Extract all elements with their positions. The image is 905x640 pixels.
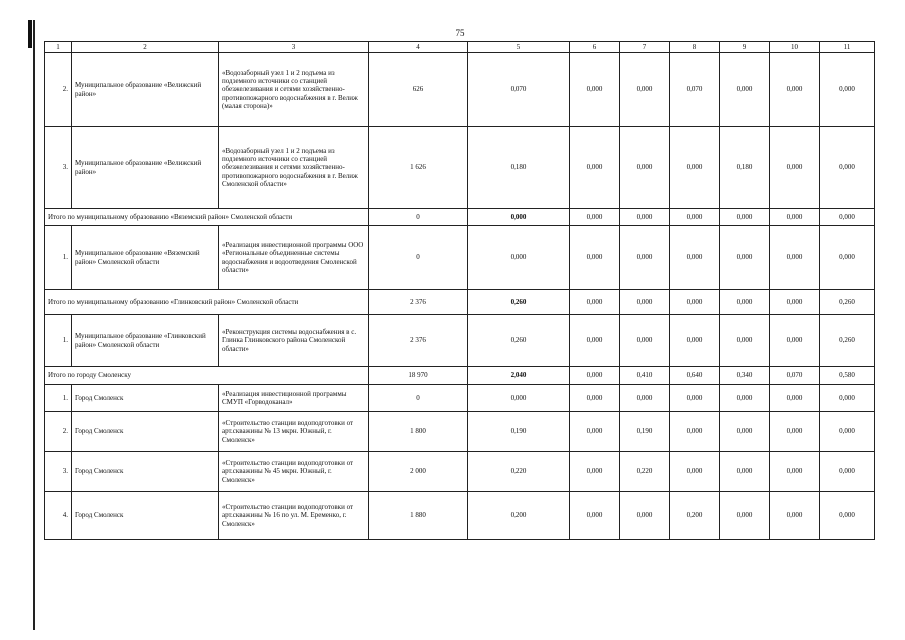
value-cell-col9: 0,000 (720, 315, 770, 367)
row-number: 2. (45, 53, 72, 127)
object-cell: «Строительство станции водоподготовки от арт.скважины № 13 мкрн. Южный, г. Смоленск» (219, 412, 369, 452)
value-cell-col4: 2 376 (369, 315, 468, 367)
value-cell-col8: 0,000 (670, 315, 720, 367)
object-cell: «Строительство станции водоподготовки от арт.скважины № 16 по ул. М. Еременко, г. Смоленск» (219, 492, 369, 540)
value-cell-col5: 0,190 (468, 412, 570, 452)
total-label: Итого по муниципальному образованию «Глинковский район» Смоленской области (45, 290, 369, 315)
row-number: 1. (45, 226, 72, 290)
value-cell-col5: 0,000 (468, 209, 570, 226)
table-row (45, 127, 875, 209)
value-cell-col11: 0,000 (820, 385, 875, 412)
value-cell-col6: 0,000 (570, 315, 620, 367)
total-label: Итого по городу Смоленску (45, 367, 369, 385)
value-cell-col4: 2 000 (369, 452, 468, 492)
value-cell-col8: 0,000 (670, 226, 720, 290)
value-cell-col6: 0,000 (570, 127, 620, 209)
column-header-4: 4 (369, 42, 468, 53)
table-total-row (45, 209, 875, 226)
value-cell-col9: 0,000 (720, 412, 770, 452)
value-cell-col7: 0,000 (620, 53, 670, 127)
municipality-cell: Город Смоленск (72, 492, 219, 540)
value-cell-col11: 0,000 (820, 492, 875, 540)
column-header-2: 2 (72, 42, 219, 53)
value-cell-col10: 0,000 (770, 209, 820, 226)
municipality-cell: Город Смоленск (72, 385, 219, 412)
value-cell-col10: 0,000 (770, 290, 820, 315)
column-header-11: 11 (820, 42, 875, 53)
value-cell-col11: 0,000 (820, 53, 875, 127)
object-cell: «Реализация инвестиционной программы СМУП «Горводоканал» (219, 385, 369, 412)
municipality-cell: Муниципальное образование «Глинковский район» Смоленской области (72, 315, 219, 367)
column-header-9: 9 (720, 42, 770, 53)
column-header-8: 8 (670, 42, 720, 53)
value-cell-col7: 0,220 (620, 452, 670, 492)
value-cell-col10: 0,000 (770, 53, 820, 127)
table-row (45, 53, 875, 127)
value-cell-col5: 2,040 (468, 367, 570, 385)
value-cell-col6: 0,000 (570, 385, 620, 412)
value-cell-col4: 1 800 (369, 412, 468, 452)
row-number: 1. (45, 385, 72, 412)
value-cell-col8: 0,070 (670, 53, 720, 127)
column-header-7: 7 (620, 42, 670, 53)
value-cell-col5: 0,260 (468, 290, 570, 315)
value-cell-col5: 0,000 (468, 385, 570, 412)
value-cell-col9: 0,000 (720, 53, 770, 127)
scan-margin-line (33, 20, 35, 630)
column-header-3: 3 (219, 42, 369, 53)
value-cell-col8: 0,000 (670, 290, 720, 315)
column-header-1: 1 (45, 42, 72, 53)
object-cell: «Реализация инвестиционной программы ООО «Региональные объединенные системы водоснабжения и водоотведения Смоленской области» (219, 226, 369, 290)
value-cell-col11: 0,580 (820, 367, 875, 385)
table-row (45, 452, 875, 492)
table-total-row (45, 367, 875, 385)
value-cell-col9: 0,000 (720, 385, 770, 412)
row-number: 4. (45, 492, 72, 540)
column-header-6: 6 (570, 42, 620, 53)
object-cell: «Водозаборный узел 1 и 2 подъема из подземного источники со станцией обезжелезивания и сетями хозяйственно-противопожарного водоснабжения в г. Велиж Смоленской области» (219, 127, 369, 209)
value-cell-col10: 0,000 (770, 492, 820, 540)
row-number: 3. (45, 127, 72, 209)
object-cell: «Водозаборный узел 1 и 2 подъема из подземного источники со станцией обезжелезивания и сетями хозяйственно-противопожарного водоснабжения в г. Велиж (малая сторона)» (219, 53, 369, 127)
column-header-5: 5 (468, 42, 570, 53)
value-cell-col5: 0,220 (468, 452, 570, 492)
municipality-cell: Муниципальное образование «Велижский район» (72, 127, 219, 209)
value-cell-col8: 0,000 (670, 412, 720, 452)
value-cell-col11: 0,000 (820, 127, 875, 209)
value-cell-col7: 0,000 (620, 226, 670, 290)
table-row (45, 385, 875, 412)
value-cell-col5: 0,260 (468, 315, 570, 367)
value-cell-col5: 0,180 (468, 127, 570, 209)
value-cell-col11: 0,260 (820, 290, 875, 315)
value-cell-col9: 0,000 (720, 226, 770, 290)
scan-edge-mark (28, 20, 32, 48)
municipality-cell: Муниципальное образование «Вяземский район» Смоленской области (72, 226, 219, 290)
value-cell-col4: 0 (369, 226, 468, 290)
object-cell: «Строительство станции водоподготовки от арт.скважины № 45 мкрн. Южный, г. Смоленск» (219, 452, 369, 492)
value-cell-col11: 0,000 (820, 412, 875, 452)
value-cell-col6: 0,000 (570, 412, 620, 452)
object-cell: «Реконструкция системы водоснабжения в с. Глинка Глинковского района Смоленской области» (219, 315, 369, 367)
value-cell-col8: 0,000 (670, 385, 720, 412)
value-cell-col6: 0,000 (570, 226, 620, 290)
value-cell-col6: 0,000 (570, 367, 620, 385)
table-row (45, 315, 875, 367)
value-cell-col9: 0,340 (720, 367, 770, 385)
municipality-cell: Муниципальное образование «Велижский район» (72, 53, 219, 127)
value-cell-col9: 0,000 (720, 290, 770, 315)
value-cell-col8: 0,000 (670, 452, 720, 492)
value-cell-col10: 0,000 (770, 452, 820, 492)
table-row (45, 226, 875, 290)
value-cell-col10: 0,000 (770, 412, 820, 452)
value-cell-col7: 0,000 (620, 385, 670, 412)
value-cell-col7: 0,000 (620, 492, 670, 540)
value-cell-col11: 0,260 (820, 315, 875, 367)
column-header-10: 10 (770, 42, 820, 53)
value-cell-col4: 2 376 (369, 290, 468, 315)
value-cell-col10: 0,000 (770, 315, 820, 367)
value-cell-col7: 0,000 (620, 127, 670, 209)
municipality-cell: Город Смоленск (72, 452, 219, 492)
value-cell-col6: 0,000 (570, 452, 620, 492)
value-cell-col6: 0,000 (570, 53, 620, 127)
value-cell-col11: 0,000 (820, 452, 875, 492)
table-body (45, 42, 875, 540)
value-cell-col10: 0,000 (770, 385, 820, 412)
value-cell-col6: 0,000 (570, 209, 620, 226)
value-cell-col10: 0,000 (770, 226, 820, 290)
value-cell-col5: 0,200 (468, 492, 570, 540)
investment-table (44, 41, 875, 540)
value-cell-col7: 0,190 (620, 412, 670, 452)
value-cell-col6: 0,000 (570, 290, 620, 315)
value-cell-col9: 0,000 (720, 209, 770, 226)
value-cell-col8: 0,200 (670, 492, 720, 540)
value-cell-col4: 0 (369, 385, 468, 412)
value-cell-col9: 0,180 (720, 127, 770, 209)
row-number: 3. (45, 452, 72, 492)
table-row (45, 492, 875, 540)
table-total-row (45, 290, 875, 315)
value-cell-col8: 0,000 (670, 209, 720, 226)
value-cell-col10: 0,000 (770, 127, 820, 209)
value-cell-col9: 0,000 (720, 492, 770, 540)
value-cell-col7: 0,000 (620, 209, 670, 226)
page-number: 75 (455, 28, 465, 38)
value-cell-col5: 0,070 (468, 53, 570, 127)
value-cell-col11: 0,000 (820, 209, 875, 226)
total-label: Итого по муниципальному образованию «Вяземский район» Смоленской области (45, 209, 369, 226)
value-cell-col11: 0,000 (820, 226, 875, 290)
value-cell-col6: 0,000 (570, 492, 620, 540)
table-row (45, 412, 875, 452)
value-cell-col9: 0,000 (720, 452, 770, 492)
value-cell-col7: 0,410 (620, 367, 670, 385)
value-cell-col7: 0,000 (620, 290, 670, 315)
value-cell-col8: 0,640 (670, 367, 720, 385)
value-cell-col4: 18 970 (369, 367, 468, 385)
value-cell-col4: 1 626 (369, 127, 468, 209)
value-cell-col7: 0,000 (620, 315, 670, 367)
value-cell-col4: 0 (369, 209, 468, 226)
value-cell-col5: 0,000 (468, 226, 570, 290)
row-number: 2. (45, 412, 72, 452)
row-number: 1. (45, 315, 72, 367)
value-cell-col4: 626 (369, 53, 468, 127)
value-cell-col4: 1 880 (369, 492, 468, 540)
value-cell-col10: 0,070 (770, 367, 820, 385)
column-number-row (45, 42, 875, 53)
municipality-cell: Город Смоленск (72, 412, 219, 452)
value-cell-col8: 0,000 (670, 127, 720, 209)
